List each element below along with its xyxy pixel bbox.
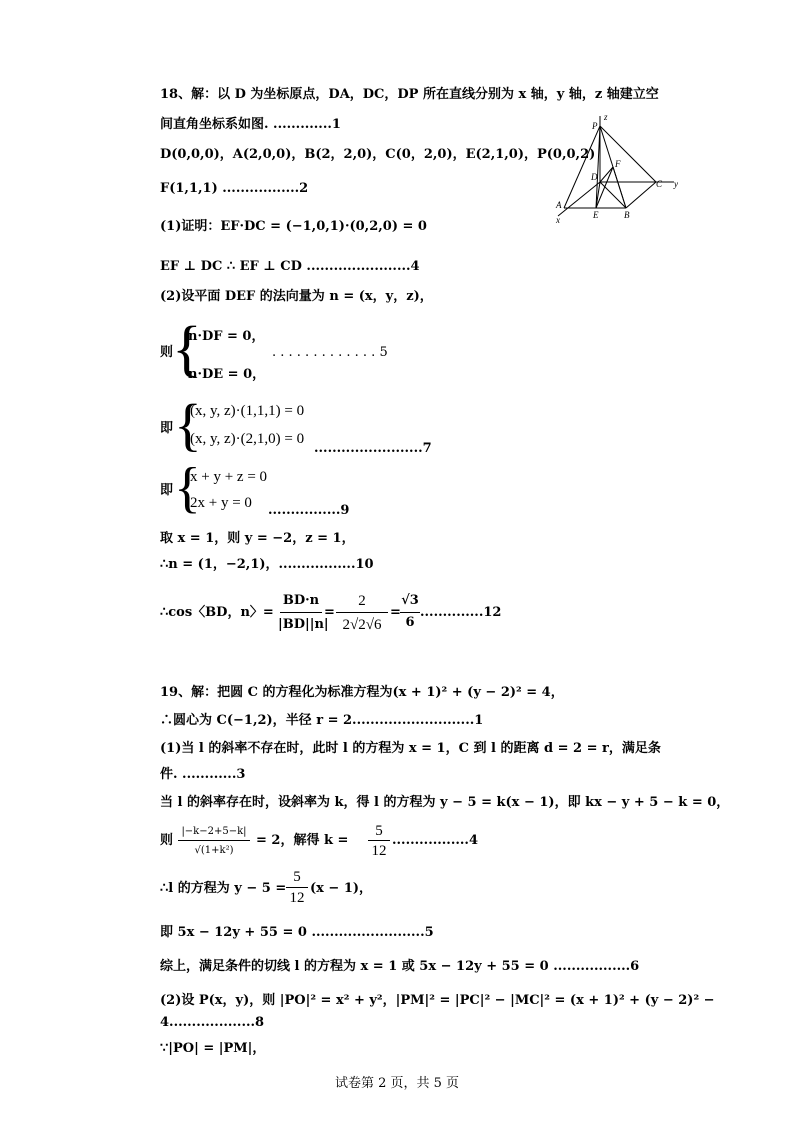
figure-label: F bbox=[615, 159, 621, 169]
fraction-bar bbox=[286, 887, 308, 888]
q19-line-12: ∵|PO| = |PM|， bbox=[160, 1041, 266, 1056]
q19-l6-score: .................4 bbox=[392, 833, 478, 848]
fraction-bar bbox=[336, 612, 388, 613]
fraction-bar bbox=[368, 840, 390, 841]
sys1-eq-b: n·DE = 0， bbox=[188, 367, 266, 382]
q19-l7-prefix: ∴l 的方程为 y − 5 = bbox=[160, 881, 287, 896]
q19-line-1: 19、解：把圆 C 的方程化为标准方程为(x + 1)² + (y − 2)² = 4， bbox=[160, 685, 564, 700]
sys1-score: . . . . . . . . . . . . . 5 bbox=[272, 345, 388, 360]
fraction-bar bbox=[280, 612, 322, 613]
cos-prefix: ∴cos〈BD，n〉= bbox=[160, 605, 274, 620]
cos-denominator: |BD||n| bbox=[278, 617, 329, 632]
sys2-prefix: 即 bbox=[160, 421, 174, 436]
edge-bc bbox=[626, 182, 656, 208]
q18-take-x: 取 x = 1，则 y = −2，z = 1， bbox=[160, 531, 355, 546]
slope-numerator: 5 bbox=[293, 869, 301, 885]
q18-n-value: ∴n = (1，−2,1)，.................10 bbox=[160, 557, 374, 572]
q19-l6-prefix: 则 bbox=[160, 833, 174, 848]
figure-label: z bbox=[604, 112, 608, 122]
sys1-prefix: 则 bbox=[160, 345, 174, 360]
q19-l6-mid: = 2，解得 k = bbox=[256, 833, 349, 848]
q19-line-9: 综上，满足条件的切线 l 的方程为 x = 1 或 5x − 12y + 55 = 0 .................6 bbox=[160, 959, 640, 974]
figure-label: P bbox=[592, 121, 598, 131]
q19-line-10: (2)设 P(x，y)，则 |PO|² = x² + y²，|PM|² = |PC|² − |MC|² = (x + 1)² + (y − 2)² − bbox=[160, 993, 715, 1008]
edge-df bbox=[600, 167, 613, 182]
sys2-eq-b: (x, y, z)·(2,1,0) = 0 bbox=[190, 431, 305, 447]
cos-equals-2: = bbox=[390, 605, 401, 620]
figure-label: A bbox=[556, 200, 562, 210]
cos-denominator-2: 2√2√6 bbox=[342, 617, 382, 633]
sys3-eq-a: x + y + z = 0 bbox=[190, 469, 268, 485]
figure-label: x bbox=[556, 215, 560, 225]
sys3-eq-b: 2x + y = 0 bbox=[190, 495, 252, 511]
k-numerator: 5 bbox=[375, 823, 383, 839]
brace: { bbox=[174, 457, 201, 519]
q18-normal-vector: (2)设平面 DEF 的法向量为 n = (x，y，z)， bbox=[160, 289, 433, 304]
q19-line-11: 4...................8 bbox=[160, 1015, 265, 1030]
cos-score: ..............12 bbox=[420, 605, 502, 620]
brace: { bbox=[172, 315, 202, 383]
figure-label: y bbox=[674, 179, 678, 189]
q19-line-5: 当 l 的斜率存在时，设斜率为 k，得 l 的方程为 y − 5 = k(x − 1)，即 kx − y + 5 − k = 0， bbox=[160, 795, 730, 810]
q18-line-1: 18、解：以 D 为坐标原点，DA，DC，DP 所在直线分别为 x 轴，y 轴，z 轴建立空 bbox=[160, 87, 659, 102]
edge-fe bbox=[596, 167, 613, 208]
slope-denominator: 12 bbox=[289, 890, 305, 906]
sys2-score: ........................7 bbox=[314, 441, 432, 456]
distance-denominator: √(1+k²) bbox=[194, 845, 234, 856]
cos-numerator-2: 2 bbox=[358, 593, 366, 609]
page-footer: 试卷第 2 页，共 5 页 bbox=[334, 1076, 460, 1091]
q18-coordinates: D(0,0,0)，A(2,0,0)，B(2，2,0)，C(0，2,0)，E(2,1,0)，P(0,0,2) bbox=[160, 147, 596, 162]
cos-equals: = bbox=[324, 605, 335, 620]
sys2-eq-a: (x, y, z)·(1,1,1) = 0 bbox=[190, 403, 305, 419]
figure-label: C bbox=[656, 179, 663, 189]
brace: { bbox=[174, 392, 202, 457]
sys1-eq-a: n·DF = 0， bbox=[188, 329, 265, 344]
edge-pa bbox=[564, 126, 600, 208]
pyramid-figure bbox=[552, 112, 684, 228]
q18-part1-proof: (1)证明：EF·DC = (−1,0,1)·(0,2,0) = 0 bbox=[160, 219, 427, 234]
q18-point-f: F(1,1,1) .................2 bbox=[160, 181, 309, 196]
cos-numerator: BD·n bbox=[282, 593, 320, 608]
figure-label: D bbox=[591, 172, 598, 182]
figure-label: E bbox=[593, 210, 599, 220]
distance-numerator: |−k−2+5−k| bbox=[181, 826, 247, 837]
q19-l7-suffix: (x − 1)， bbox=[310, 881, 373, 896]
sys3-prefix: 即 bbox=[160, 483, 174, 498]
q18-perpendicular: EF ⊥ DC ∴ EF ⊥ CD .......................4 bbox=[160, 259, 420, 274]
sys3-score: ................9 bbox=[268, 503, 350, 518]
q19-line-3: (1)当 l 的斜率不存在时，此时 l 的方程为 x = 1，C 到 l 的距离 d = 2 = r，满足条 bbox=[160, 741, 661, 756]
q18-line-2: 间直角坐标系如图. .............1 bbox=[160, 117, 341, 132]
figure-label: B bbox=[624, 210, 630, 220]
q19-line-8: 即 5x − 12y + 55 = 0 .........................5 bbox=[160, 925, 434, 940]
fraction-bar bbox=[400, 612, 420, 613]
fraction-bar bbox=[178, 840, 250, 841]
q19-line-2: ∴圆心为 C(−1,2)，半径 r = 2...........................1 bbox=[160, 713, 484, 728]
k-denominator: 12 bbox=[371, 843, 387, 859]
q19-line-4: 件. ............3 bbox=[160, 767, 246, 782]
cos-numerator-3: √3 bbox=[401, 593, 419, 608]
cos-denominator-3: 6 bbox=[405, 615, 415, 630]
